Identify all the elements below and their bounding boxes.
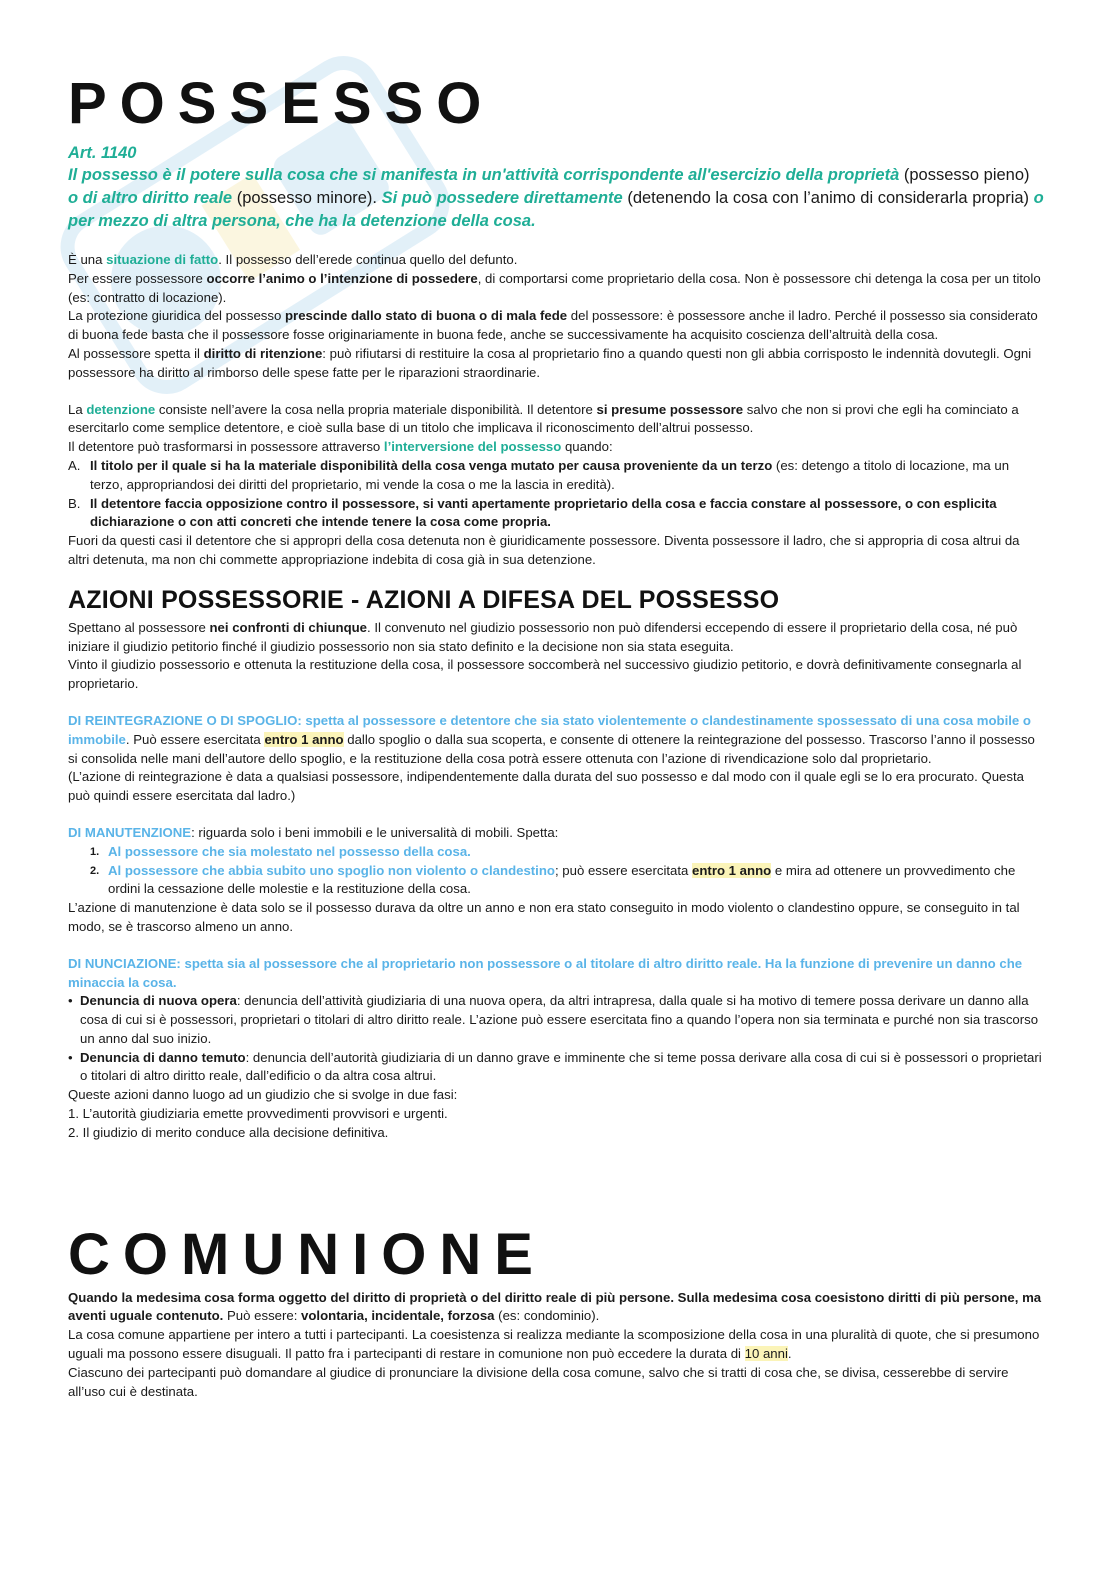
list-item: 2. Al possessore che abbia subito uno spoglio non violento o clandestino; può essere esercitata entro 1 anno e mira ad ottenere un provvedimento che ordini la cessazione delle molestie e la restituzione della cosa. <box>90 862 1016 897</box>
paragraph: Ciascuno dei partecipanti può domandare al giudice di pronunciare la divisione della cosa comune, salvo che si tratti di cosa che, se divisa, cesserebbe di servire all’uso cui è destinata. <box>68 1364 1009 1399</box>
paragraph: La cosa comune appartiene per intero a tutti i partecipanti. La coesistenza si realizza mediante la scomposizione della cosa in una pluralità di quote, che si presumono uguali ma possono essere disuguali. Il patto fra i partecipanti di restare in comunione non può eccedere la durata di 10 anni. <box>68 1327 1040 1362</box>
manutenzione-paragraph: DI MANUTENZIONE: riguarda solo i beni immobili e le universalità di mobili. Spetta: <box>68 824 559 840</box>
list-item: • Denuncia di nuova opera: denuncia dell’attività giudiziaria di una nuova opera, da altri intrapresa, dalla quale si ha motivo di temere possa derivare un danno alla cosa di cui si è possessori, proprietari o titolari di altro diritto reale. L’azione può essere esercitata fino a quando l’opera non sia terminata e purché non sia trascorso un anno dal suo inizio. <box>68 993 1039 1046</box>
list-item: A. Il titolo per il quale si ha la materiale disponibilità della cosa venga mutato per causa proveniente da un terzo (es: detengo a titolo di locazione, ma un terzo, appropriandosi dei diritti del proprietario, mi vende la cosa o me la lascia in eredità). <box>68 457 1010 492</box>
list-item: B. Il detentore faccia opposizione contro il possessore, si vanti apertamente proprietario della cosa e faccia constare al possessore, o con esplicita dichiarazione o con atti concreti che intende tenere la cosa come propria. <box>68 495 997 530</box>
paragraph: È una situazione di fatto. Il possesso dell’erede continua quello del defunto. <box>68 252 518 267</box>
paragraph: (L’azione di reintegrazione è data a qualsiasi possessore, indipendentemente dalla durata del suo possesso e dal modo con il quale egli se lo era procurato. Questa può quindi essere esercitata dal ladro.) <box>68 769 1024 804</box>
possesso-title: POSSESSO <box>68 71 495 136</box>
article-number: Art. 1140 <box>68 144 137 162</box>
list-item: 1. Al possessore che sia molestato nel possesso della cosa. <box>90 843 471 859</box>
paragraph: Vinto il giudizio possessorio e ottenuta la restituzione della cosa, il possessore soccomberà nel successivo giudizio petitorio, e dovrà definitivamente consegnarla al proprietario. <box>68 657 1022 692</box>
paragraph: 2. Il giudizio di merito conduce alla decisione definitiva. <box>68 1124 389 1140</box>
paragraph: Quando la medesima cosa forma oggetto del diritto di proprietà o del diritto reale di più persone. Sulla medesima cosa coesistono diritti di più persone, ma aventi uguale contenuto. Può essere: volontaria, incidentale, forzosa (es: condominio). <box>68 1289 1042 1324</box>
reintegrazione-paragraph: DI REINTEGRAZIONE O DI SPOGLIO: spetta al possessore e detentore che sia stato violentemente o clandestinamente spossessato di una cosa mobile o immobile. Può essere esercitata entro 1 anno dallo spoglio o dalla sua scoperta, e consente di ottenere la reintegrazione del possesso. Trascorso l’anno il possesso si consolida nelle mani dell’autore dello spoglio, e la restituzione della cosa potrà essere ottenuta con l’azione di rivendicazione solo dal proprietario. <box>68 712 1035 766</box>
possesso-definition: Il possesso è il potere sulla cosa che si manifesta in un'attività corrispondente all'esercizio della proprietà (possesso pieno) o di altro diritto reale (possesso minore). Si può possedere direttamente (detenendo la cosa con l’animo di considerarla propria) o per mezzo di altra persona, che ha la detenzione della cosa. <box>68 166 1044 230</box>
paragraph: Spettano al possessore nei confronti di chiunque. Il convenuto nel giudizio possessorio non può difendersi eccependo di essere il proprietario della cosa, né può iniziare il giudizio petitorio finché il giudizio possessorio non sia stato definito e la decisione non sia stata eseguita. <box>68 619 1018 654</box>
nunciazione-paragraph: DI NUNCIAZIONE: spetta sia al possessore che al proprietario non possessore o al titolare di altro diritto reale. Ha la funzione di prevenire un danno che minaccia la cosa. <box>68 955 1023 990</box>
paragraph: Il detentore può trasformarsi in possessore attraverso l’interversione del possesso quando: <box>68 439 613 455</box>
document-page <box>68 70 1044 1401</box>
paragraph: La protezione giuridica del possesso prescinde dallo stato di buona o di mala fede del possessore: è possessore anche il ladro. Perché il possesso sia considerato di buona fede basta che il possessore fosse originariamente in buona fede, anche se successivamente ha acquisito coscienza dell’altruità della cosa. <box>68 308 1038 343</box>
paragraph: La detenzione consiste nell’avere la cosa nella propria materiale disponibilità. Il detentore si presume possessore salvo che non si provi che egli ha cominciato a esercitarlo come semplice detentore, e cioè sulla base di un titolo che implicava il riconoscimento dell’altrui possesso. <box>68 401 1019 436</box>
paragraph: Al possessore spetta il diritto di ritenzione: può rifiutarsi di restituire la cosa al proprietario fino a quando questi non gli abbia corrisposto le indennità dovutegli. Ogni possessore ha diritto al rimborso delle spese fatte per le riparazioni straordinarie. <box>68 345 1032 380</box>
azioni-title: AZIONI POSSESSORIE - AZIONI A DIFESA DEL POSSESSO <box>68 585 780 614</box>
paragraph: 1. L’autorità giudiziaria emette provvedimenti provvisori e urgenti. <box>68 1106 448 1122</box>
list-item: • Denuncia di danno temuto: denuncia dell’autorità giudiziaria di un danno grave e imminente che si teme possa derivare alla cosa di cui si è possessori o proprietari o titolari di altro diritto reale, dall’edificio o da altra cosa altrui. <box>68 1049 1042 1084</box>
paragraph: Per essere possessore occorre l’animo o l’intenzione di possedere, di comportarsi come proprietario della cosa. Non è possessore chi detenga la cosa per un titolo (es: contratto di locazione). <box>68 270 1041 305</box>
paragraph: L’azione di manutenzione è data solo se il possesso durava da oltre un anno e non era stato conseguito in modo violento o clandestino oppure, se conseguito in tal modo, se è trascorso almeno un anno. <box>68 900 1020 934</box>
paragraph: Queste azioni danno luogo ad un giudizio che si svolge in due fasi: <box>68 1087 458 1103</box>
paragraph: Fuori da questi casi il detentore che si appropri della cosa detenuta non è giuridicamente possessore. Diventa possessore il ladro, che si appropria di cosa altrui da altri detenuta, ma non chi commette appropriazione indebita di cosa già in sua detenzione. <box>68 533 1020 567</box>
comunione-title: COMUNIONE <box>68 1221 546 1287</box>
